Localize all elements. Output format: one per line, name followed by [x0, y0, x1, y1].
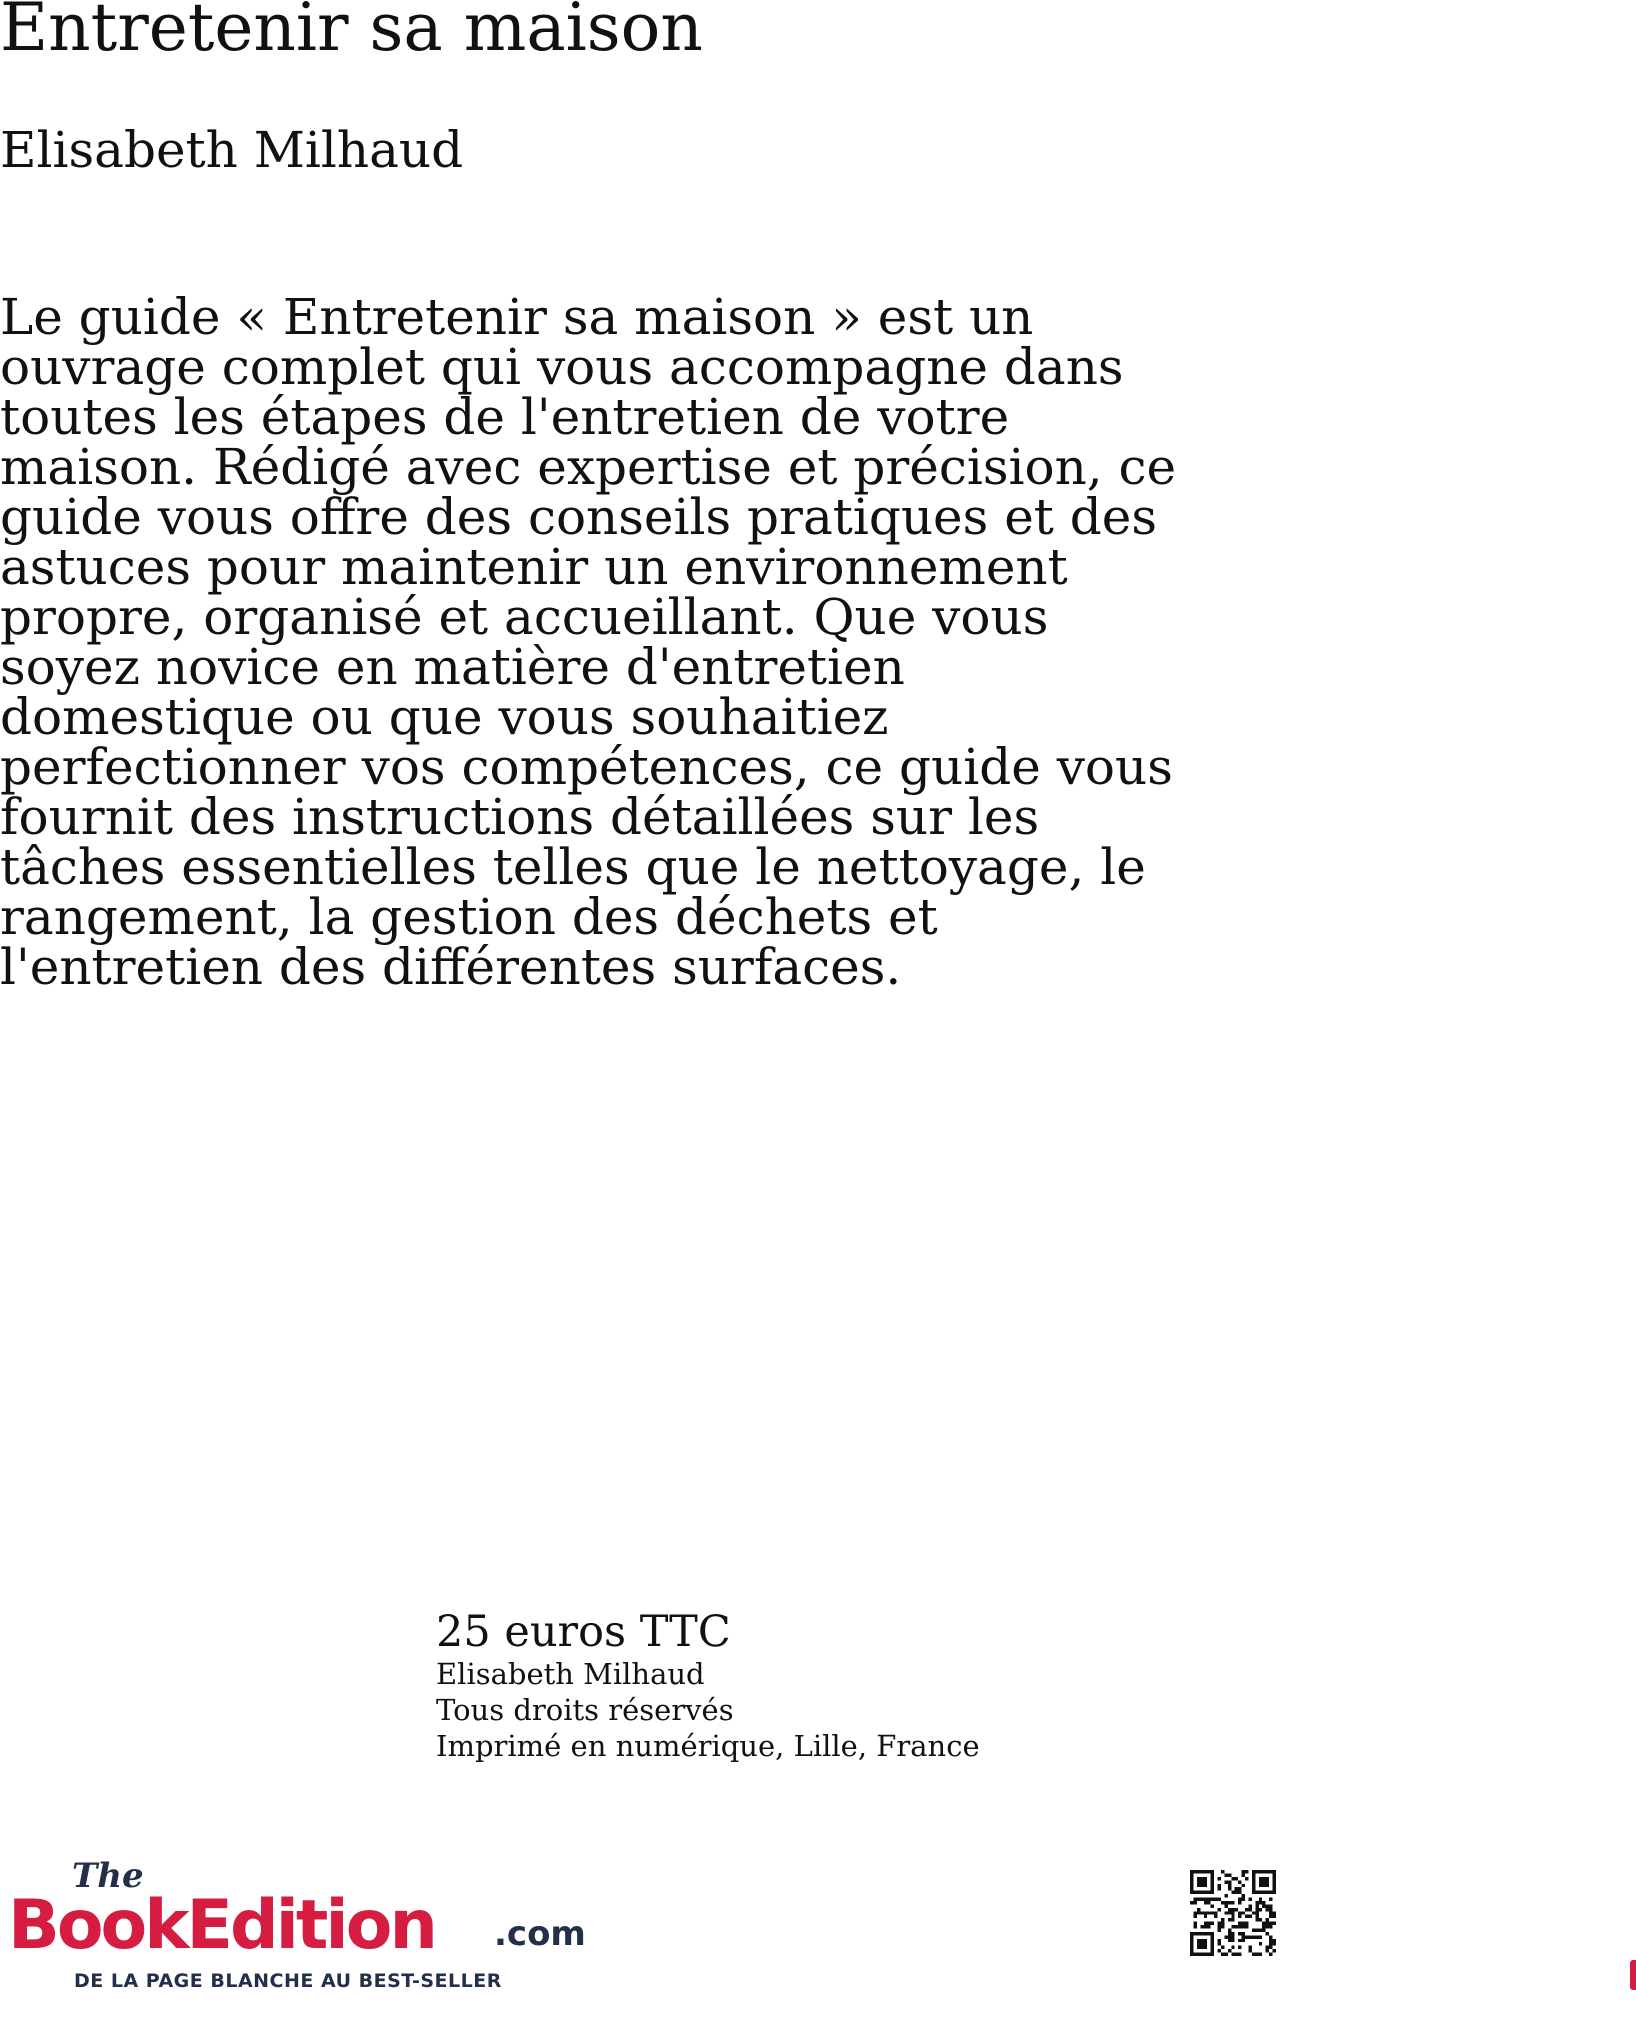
imprint-printed: Imprimé en numérique, Lille, France: [436, 1729, 980, 1763]
logo-name-text: BookEdition: [8, 1886, 435, 1965]
edge-mark: [1630, 1960, 1636, 1990]
imprint-block: [436, 1608, 1136, 1764]
qr-code-icon: [1190, 1870, 1276, 1956]
book-summary: Le guide « Entretenir sa maison » est un ouvrage complet qui vous accompagne dans toutes les étapes de l'entretien de votre maison. Rédigé avec expertise et précision, ce guide vous offre des conseils pratiques et des astuces pour maintenir un environnement propre, organisé et accueillant. Que vous soyez novice en matière d'entretien domestique ou que vous souhaitiez perfectionner vos compétences, ce guide vous fournit des instructions détaillées sur les tâches essentielles telles que le nettoyage, le rangement, la gestion des déchets et l'entretien des différentes surfaces.: [0, 288, 1177, 996]
logo-domain-text: .com: [494, 1914, 586, 1954]
imprint-author: Elisabeth Milhaud: [436, 1657, 705, 1691]
price: 25 euros TTC: [436, 1607, 731, 1657]
book-title: Entretenir sa maison: [0, 0, 703, 66]
logo-tagline: DE LA PAGE BLANCHE AU BEST-SELLER: [74, 1970, 502, 1992]
imprint-rights: Tous droits réservés: [436, 1693, 734, 1727]
publisher-logo: [8, 1856, 608, 1996]
book-author: Elisabeth Milhaud: [0, 121, 464, 179]
logo-the-text: The: [72, 1856, 144, 1896]
